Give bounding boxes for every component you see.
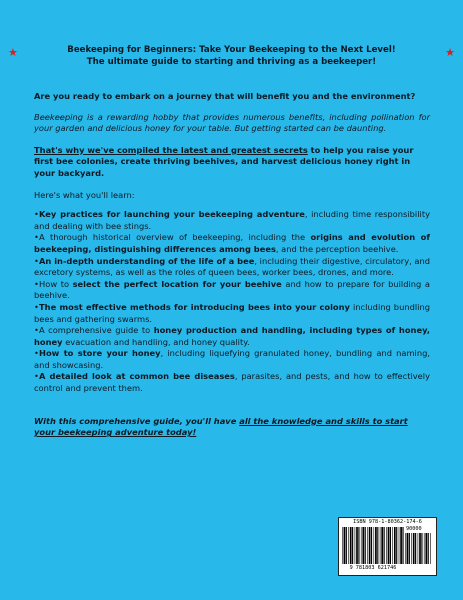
list-item: •An in-depth understanding of the life of a bee, including their digestive, circulatory, and excretory systems, as well as the roles of queen bees, worker bees, drones, and more.	[34, 255, 431, 278]
barcode-supplement	[405, 533, 431, 564]
barcode-bar	[418, 533, 419, 564]
closing-paragraph: With this comprehensive guide, you'll have all the knowledge and skills to start your beekeeping adventure today!	[34, 415, 408, 438]
barcode-bar	[384, 527, 385, 564]
list-item: •How to select the perfect location for your beehive and how to prepare for building a beehive.	[34, 278, 430, 301]
barcode-bar	[421, 533, 422, 564]
bullet-icon: •	[34, 255, 39, 266]
barcode-bar	[402, 527, 403, 564]
list-item: •Key practices for launching your beekeeping adventure, including time responsibility and dealing with bee stings.	[34, 209, 430, 231]
barcode-bar	[419, 533, 421, 564]
barcode-bar	[377, 527, 378, 564]
intro-question: Are you ready to embark on a journey that will benefit you and the environment?	[34, 91, 416, 101]
bullet-icon: •	[34, 301, 39, 312]
barcode-bar	[396, 527, 397, 564]
barcode-bar	[425, 533, 427, 564]
blurb	[34, 91, 430, 439]
isbn-text: ISBN 978-1-80362-174-6	[353, 519, 422, 525]
bullet-icon: •	[34, 348, 39, 359]
barcode-bar	[405, 533, 406, 564]
bullet-icon: •	[34, 278, 39, 289]
closing-underlined: all the knowledge and skills to start your beekeeping adventure today!	[34, 415, 408, 438]
barcode-bar	[381, 527, 383, 564]
barcode-bar	[411, 533, 412, 564]
star-icon: ★	[8, 46, 18, 59]
barcode-bar	[346, 527, 347, 564]
barcode-bar	[355, 527, 356, 564]
barcode-bar	[386, 527, 387, 564]
barcode-bar	[388, 527, 390, 564]
header-title: Beekeeping for Beginners: Take Your Beekeeping to the Next Level!	[67, 45, 396, 55]
barcode-bar	[342, 527, 343, 564]
list-item: •The most effective methods for introducing bees into your colony including bundling bees and gathering swarms.	[34, 301, 430, 324]
barcode-bar	[374, 527, 375, 564]
cover-header	[30, 44, 433, 68]
barcode-bar	[430, 533, 431, 564]
callout-paragraph	[34, 145, 430, 180]
bullet-icon: •	[34, 371, 39, 382]
list-item: •A comprehensive guide to honey production and handling, including types of honey, honey evacuation and handling, and honey quality.	[34, 325, 430, 347]
barcode-bar	[344, 527, 346, 564]
barcode-main	[342, 527, 404, 564]
barcode-bar	[358, 527, 359, 564]
bullet-icon: •	[34, 209, 39, 220]
barcode-bar	[361, 527, 362, 564]
barcode-bar	[413, 533, 415, 564]
barcode-bar	[348, 527, 349, 564]
barcode-bar	[424, 533, 425, 564]
barcode-bar	[380, 527, 381, 564]
barcode-bar	[371, 527, 372, 564]
price-code: 90000	[406, 526, 422, 532]
barcode-bar	[390, 527, 391, 564]
list-item: •How to store your honey, including liquefying granulated honey, bundling and naming, and showcasing.	[34, 348, 430, 370]
barcode-bar	[369, 527, 371, 564]
barcode-bar	[409, 533, 410, 564]
barcode-bar	[399, 527, 400, 564]
callout-underlined: That's why we've compiled the latest and greatest secrets	[34, 144, 308, 155]
callout-rest: to help you raise your first bee colonies, create thriving beehives, and harvest delicious honey right in your backyard.	[34, 144, 414, 178]
barcode-bar	[356, 527, 358, 564]
barcode-bar	[375, 527, 377, 564]
isbn-barcode	[338, 517, 437, 576]
barcode-bar	[415, 533, 416, 564]
barcode-bar	[350, 527, 352, 564]
bullet-icon: •	[34, 325, 39, 336]
barcode-bar	[367, 527, 368, 564]
barcode-bar	[392, 527, 393, 564]
list-item: •A detailed look at common bee diseases, parasites, and pests, and how to effectively control and prevent them.	[34, 371, 430, 394]
bullet-icon: •	[34, 232, 39, 243]
list-item: •A thorough historical overview of beekeeping, including the origins and evolution of beekeeping, distinguishing differences among bees, and the perception beehive.	[34, 232, 430, 254]
barcode-bar	[352, 527, 353, 564]
barcode-bar	[400, 527, 402, 564]
ean-text: 9 781803 621746	[349, 565, 397, 571]
barcode-bar	[362, 527, 364, 564]
barcode-bar	[394, 527, 396, 564]
barcode-bar	[365, 527, 366, 564]
header-subtitle: The ultimate guide to starting and thriving as a beekeeper!	[86, 57, 377, 67]
learn-heading: Here's what you'll learn:	[34, 189, 135, 200]
barcode-bar	[428, 533, 429, 564]
feature-list	[34, 209, 430, 395]
star-icon: ★	[445, 46, 455, 59]
barcode-bar	[407, 533, 409, 564]
intro-paragraph: Beekeeping is a rewarding hobby that provides numerous benefits, including pollination for your garden and delicious honey for your table. But getting started can be daunting.	[34, 111, 430, 134]
